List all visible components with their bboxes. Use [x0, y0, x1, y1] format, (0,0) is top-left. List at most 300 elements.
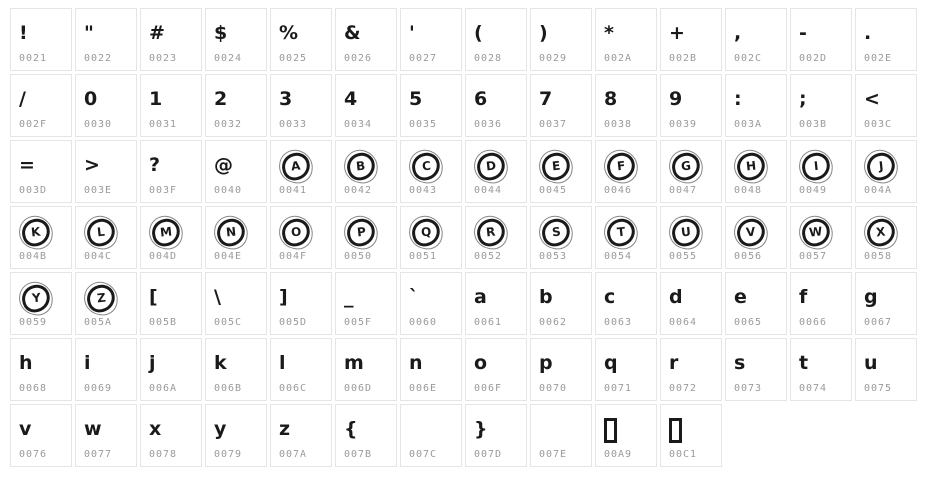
glyph-code: 0066	[799, 317, 828, 328]
glyph-cell	[530, 206, 592, 269]
glyph-cell	[465, 404, 527, 467]
glyph-code: 0065	[734, 317, 763, 328]
glyph-code: 0027	[409, 53, 438, 64]
glyph	[799, 84, 849, 114]
glyph-letter: C	[420, 158, 432, 174]
glyph	[409, 18, 459, 48]
glyph	[669, 150, 719, 180]
glyph-code: 00A9	[604, 449, 633, 460]
glyph	[19, 348, 69, 378]
glyph-cell	[140, 140, 202, 203]
glyph	[84, 348, 134, 378]
glyph-code: 0024	[214, 53, 243, 64]
scribble-circle-icon	[604, 218, 638, 247]
glyph	[409, 414, 459, 444]
glyph	[669, 348, 719, 378]
glyph-code: 0071	[604, 383, 633, 394]
glyph-character: 6	[474, 88, 488, 110]
glyph-letter: S	[550, 224, 562, 240]
glyph-character: )	[539, 22, 548, 44]
scribble-circle-icon	[84, 218, 118, 247]
glyph-character: #	[149, 22, 165, 44]
glyph	[799, 216, 849, 246]
glyph-cell	[270, 206, 332, 269]
glyph-character: 9	[669, 88, 683, 110]
scribble-circle-icon	[409, 152, 443, 181]
glyph	[344, 414, 394, 444]
glyph-code: 0067	[864, 317, 893, 328]
glyph-letter: M	[159, 224, 173, 240]
glyph-code: 004A	[864, 185, 893, 196]
glyph-cell	[660, 140, 722, 203]
glyph-code: 003C	[864, 119, 893, 130]
scribble-circle-icon	[474, 218, 508, 247]
scribble-circle-icon	[669, 152, 703, 181]
glyph-character: 1	[149, 88, 163, 110]
glyph-code: 0026	[344, 53, 373, 64]
glyph-cell	[465, 8, 527, 71]
glyph-code: 005A	[84, 317, 113, 328]
glyph-code: 0033	[279, 119, 308, 130]
glyph-cell	[790, 272, 852, 335]
glyph-cell	[270, 8, 332, 71]
glyph-code: 0055	[669, 251, 698, 262]
glyph-cell	[725, 74, 787, 137]
glyph-code: 0021	[19, 53, 48, 64]
glyph-character: "	[84, 22, 94, 44]
glyph	[734, 150, 784, 180]
glyph	[84, 150, 134, 180]
glyph-code: 0061	[474, 317, 503, 328]
glyph	[734, 84, 784, 114]
glyph-character: =	[19, 154, 35, 176]
glyph-character: ]	[279, 286, 288, 308]
glyph-character: y	[214, 418, 227, 440]
glyph-cell	[530, 74, 592, 137]
glyph-character: :	[734, 88, 742, 110]
glyph-cell	[790, 338, 852, 401]
glyph	[474, 414, 524, 444]
glyph	[539, 150, 589, 180]
glyph	[214, 84, 264, 114]
scribble-circle-icon	[344, 218, 378, 247]
glyph-code: 004E	[214, 251, 243, 262]
glyph-code: 005C	[214, 317, 243, 328]
glyph-letter: A	[290, 158, 302, 174]
glyph-cell	[205, 272, 267, 335]
glyph-code: 0077	[84, 449, 113, 460]
glyph-code: 0078	[149, 449, 178, 460]
glyph-character: l	[279, 352, 286, 374]
glyph-code: 0068	[19, 383, 48, 394]
glyph-code: 0075	[864, 383, 893, 394]
glyph-character: a	[474, 286, 487, 308]
glyph-code: 005F	[344, 317, 373, 328]
glyph	[19, 18, 69, 48]
glyph-code: 002C	[734, 53, 763, 64]
glyph-letter: W	[808, 224, 824, 240]
glyph-letter: N	[225, 224, 237, 240]
glyph	[474, 150, 524, 180]
glyph-cell	[855, 272, 917, 335]
glyph-character: ?	[149, 154, 161, 176]
glyph-code: 007C	[409, 449, 438, 460]
scribble-circle-icon	[279, 152, 313, 181]
scribble-circle-icon	[409, 218, 443, 247]
glyph	[669, 216, 719, 246]
glyph-character: u	[864, 352, 878, 374]
glyph-cell	[75, 338, 137, 401]
glyph-cell	[465, 272, 527, 335]
glyph-cell	[725, 272, 787, 335]
glyph-character: c	[604, 286, 616, 308]
glyph-cell	[465, 206, 527, 269]
glyph-cell	[790, 74, 852, 137]
notdef-box-icon	[669, 418, 682, 443]
glyph	[19, 216, 69, 246]
glyph-cell	[595, 8, 657, 71]
glyph-cell	[205, 74, 267, 137]
glyph	[474, 348, 524, 378]
glyph-character: %	[279, 22, 299, 44]
glyph-character: '	[409, 22, 415, 44]
glyph-cell	[75, 206, 137, 269]
glyph	[19, 414, 69, 444]
glyph-character: n	[409, 352, 423, 374]
glyph-cell	[270, 74, 332, 137]
glyph	[604, 84, 654, 114]
glyph	[669, 84, 719, 114]
glyph	[409, 150, 459, 180]
glyph-code: 0044	[474, 185, 503, 196]
glyph-character: e	[734, 286, 747, 308]
glyph-cell	[400, 272, 462, 335]
glyph-character: p	[539, 352, 553, 374]
glyph-code: 0031	[149, 119, 178, 130]
missing-glyph-icon	[604, 414, 654, 444]
glyph	[279, 348, 329, 378]
glyph-cell	[75, 74, 137, 137]
glyph	[344, 18, 394, 48]
glyph-cell	[75, 404, 137, 467]
glyph-code: 0043	[409, 185, 438, 196]
glyph-code: 0076	[19, 449, 48, 460]
glyph-cell	[10, 338, 72, 401]
glyph-character: m	[344, 352, 364, 374]
glyph	[799, 150, 849, 180]
glyph-code: 002E	[864, 53, 893, 64]
glyph-character: \	[214, 286, 221, 308]
glyph-code: 0079	[214, 449, 243, 460]
glyph-character: ;	[799, 88, 807, 110]
glyph	[864, 216, 914, 246]
glyph-cell	[595, 404, 657, 467]
glyph	[474, 84, 524, 114]
scribble-circle-icon	[214, 218, 248, 247]
glyph-code: 0045	[539, 185, 568, 196]
glyph-cell	[660, 338, 722, 401]
scribble-circle-icon	[799, 218, 833, 247]
glyph-cell	[205, 338, 267, 401]
glyph-cell	[855, 8, 917, 71]
glyph-code: 003F	[149, 185, 178, 196]
glyph-character: d	[669, 286, 683, 308]
glyph	[279, 216, 329, 246]
glyph-code: 0063	[604, 317, 633, 328]
glyph-cell	[660, 206, 722, 269]
glyph-cell	[660, 74, 722, 137]
glyph-code: 0038	[604, 119, 633, 130]
glyph-character: s	[734, 352, 746, 374]
glyph-code: 007B	[344, 449, 373, 460]
glyph-code: 007D	[474, 449, 503, 460]
glyph-character: w	[84, 418, 102, 440]
glyph-code: 006A	[149, 383, 178, 394]
glyph-character: k	[214, 352, 227, 374]
glyph	[799, 282, 849, 312]
glyph-code: 0058	[864, 251, 893, 262]
glyph-code: 0048	[734, 185, 763, 196]
glyph-cell	[400, 404, 462, 467]
glyph-cell	[205, 8, 267, 71]
glyph-cell	[140, 8, 202, 71]
glyph	[344, 282, 394, 312]
glyph	[474, 18, 524, 48]
glyph	[604, 216, 654, 246]
glyph-cell	[855, 338, 917, 401]
glyph-code: 0046	[604, 185, 633, 196]
glyph-cell	[10, 140, 72, 203]
glyph-character: @	[214, 154, 233, 176]
glyph-character: .	[864, 22, 872, 44]
glyph	[344, 348, 394, 378]
glyph-code: 006E	[409, 383, 438, 394]
glyph-code: 0054	[604, 251, 633, 262]
glyph	[214, 348, 264, 378]
glyph-character: +	[669, 22, 685, 44]
glyph-letter: Z	[95, 290, 107, 306]
glyph-cell	[270, 404, 332, 467]
glyph-letter: R	[485, 224, 497, 240]
glyph-code: 004D	[149, 251, 178, 262]
glyph-character: &	[344, 22, 361, 44]
glyph-cell	[660, 272, 722, 335]
glyph-cell	[335, 404, 397, 467]
glyph-cell	[595, 74, 657, 137]
glyph-character: f	[799, 286, 808, 308]
glyph	[864, 282, 914, 312]
glyph-code: 0035	[409, 119, 438, 130]
glyph-row	[10, 140, 930, 203]
glyph-character: g	[864, 286, 878, 308]
glyph-cell	[205, 404, 267, 467]
glyph-letter: V	[745, 224, 757, 240]
glyph	[84, 216, 134, 246]
glyph-letter: O	[290, 224, 302, 240]
glyph-code: 006D	[344, 383, 373, 394]
glyph-cell	[140, 272, 202, 335]
scribble-circle-icon	[19, 218, 53, 247]
glyph-code: 003A	[734, 119, 763, 130]
glyph-cell	[140, 404, 202, 467]
glyph-cell	[855, 74, 917, 137]
glyph	[19, 84, 69, 114]
glyph-cell	[465, 74, 527, 137]
glyph	[214, 216, 264, 246]
scribble-circle-icon	[474, 152, 508, 181]
glyph-code: 0032	[214, 119, 243, 130]
glyph	[604, 150, 654, 180]
scribble-circle-icon	[799, 152, 833, 181]
glyph-cell	[595, 140, 657, 203]
glyph-letter: B	[355, 158, 367, 174]
glyph-cell	[335, 338, 397, 401]
glyph-character: !	[19, 22, 28, 44]
glyph-code: 0036	[474, 119, 503, 130]
glyph	[19, 150, 69, 180]
glyph-cell	[595, 272, 657, 335]
glyph-code: 002B	[669, 53, 698, 64]
glyph-character: q	[604, 352, 618, 374]
glyph-letter: P	[355, 224, 367, 240]
glyph-code: 0052	[474, 251, 503, 262]
glyph	[279, 18, 329, 48]
glyph-code: 0073	[734, 383, 763, 394]
scribble-circle-icon	[669, 218, 703, 247]
scribble-circle-icon	[539, 218, 573, 247]
glyph-cell	[660, 8, 722, 71]
glyph-code: 006B	[214, 383, 243, 394]
glyph	[864, 18, 914, 48]
glyph	[604, 18, 654, 48]
glyph-code: 0047	[669, 185, 698, 196]
glyph	[539, 18, 589, 48]
glyph	[539, 216, 589, 246]
glyph-character: x	[149, 418, 162, 440]
glyph	[84, 18, 134, 48]
glyph-code: 004B	[19, 251, 48, 262]
glyph-character: 8	[604, 88, 618, 110]
glyph-code: 005B	[149, 317, 178, 328]
glyph-code: 0057	[799, 251, 828, 262]
glyph-code: 002A	[604, 53, 633, 64]
glyph-character: {	[344, 418, 358, 440]
glyph	[669, 282, 719, 312]
glyph-code: 0022	[84, 53, 113, 64]
glyph-cell	[400, 140, 462, 203]
glyph-code: 002F	[19, 119, 48, 130]
glyph-cell	[400, 8, 462, 71]
glyph	[799, 18, 849, 48]
glyph-cell	[10, 272, 72, 335]
scribble-circle-icon	[84, 284, 118, 313]
glyph	[84, 84, 134, 114]
glyph	[149, 84, 199, 114]
glyph-row	[10, 74, 930, 137]
glyph	[84, 282, 134, 312]
glyph-character: j	[149, 352, 156, 374]
glyph-cell	[400, 74, 462, 137]
glyph	[344, 150, 394, 180]
glyph-cell	[10, 206, 72, 269]
glyph-code: 006F	[474, 383, 503, 394]
glyph-cell	[855, 206, 917, 269]
glyph-character: r	[669, 352, 679, 374]
glyph-cell	[855, 140, 917, 203]
glyph-cell	[335, 206, 397, 269]
glyph-letter: U	[680, 224, 692, 240]
glyph	[539, 282, 589, 312]
glyph-code: 007A	[279, 449, 308, 460]
glyph-code: 0042	[344, 185, 373, 196]
glyph	[409, 216, 459, 246]
glyph	[604, 282, 654, 312]
glyph-code: 00C1	[669, 449, 698, 460]
glyph	[279, 150, 329, 180]
glyph-letter: L	[96, 224, 106, 240]
glyph	[799, 348, 849, 378]
glyph	[344, 84, 394, 114]
glyph-letter: Q	[420, 224, 432, 240]
glyph	[734, 348, 784, 378]
glyph-cell	[270, 140, 332, 203]
glyph-code: 0059	[19, 317, 48, 328]
glyph	[149, 348, 199, 378]
glyph-code: 0074	[799, 383, 828, 394]
glyph-cell	[595, 338, 657, 401]
glyph-cell	[790, 140, 852, 203]
glyph-character: z	[279, 418, 291, 440]
glyph-cell	[400, 206, 462, 269]
glyph-character: 7	[539, 88, 553, 110]
glyph-character: /	[19, 88, 26, 110]
glyph-code: 0062	[539, 317, 568, 328]
glyph-cell	[270, 272, 332, 335]
glyph-code: 0023	[149, 53, 178, 64]
glyph-code: 0037	[539, 119, 568, 130]
glyph-cell	[530, 8, 592, 71]
glyph-cell	[75, 8, 137, 71]
glyph-cell	[530, 140, 592, 203]
glyph-letter: J	[878, 158, 884, 174]
glyph	[279, 282, 329, 312]
glyph-character: o	[474, 352, 488, 374]
glyph-cell	[335, 8, 397, 71]
glyph	[864, 150, 914, 180]
glyph	[669, 18, 719, 48]
glyph-code: 005D	[279, 317, 308, 328]
glyph-character: 0	[84, 88, 98, 110]
glyph-code: 0040	[214, 185, 243, 196]
glyph-cell	[790, 8, 852, 71]
scribble-circle-icon	[539, 152, 573, 181]
glyph	[604, 348, 654, 378]
glyph-code: 0029	[539, 53, 568, 64]
scribble-circle-icon	[19, 284, 53, 313]
glyph-code: 0056	[734, 251, 763, 262]
glyph-letter: G	[680, 158, 692, 174]
glyph-code: 004F	[279, 251, 308, 262]
glyph-letter: K	[30, 224, 42, 240]
glyph-code: 006C	[279, 383, 308, 394]
glyph-code: 007E	[539, 449, 568, 460]
glyph-cell	[205, 206, 267, 269]
glyph-character: _	[344, 286, 354, 308]
glyph-cell	[660, 404, 722, 467]
glyph-character: -	[799, 22, 807, 44]
glyph-cell	[530, 338, 592, 401]
glyph-cell	[595, 206, 657, 269]
